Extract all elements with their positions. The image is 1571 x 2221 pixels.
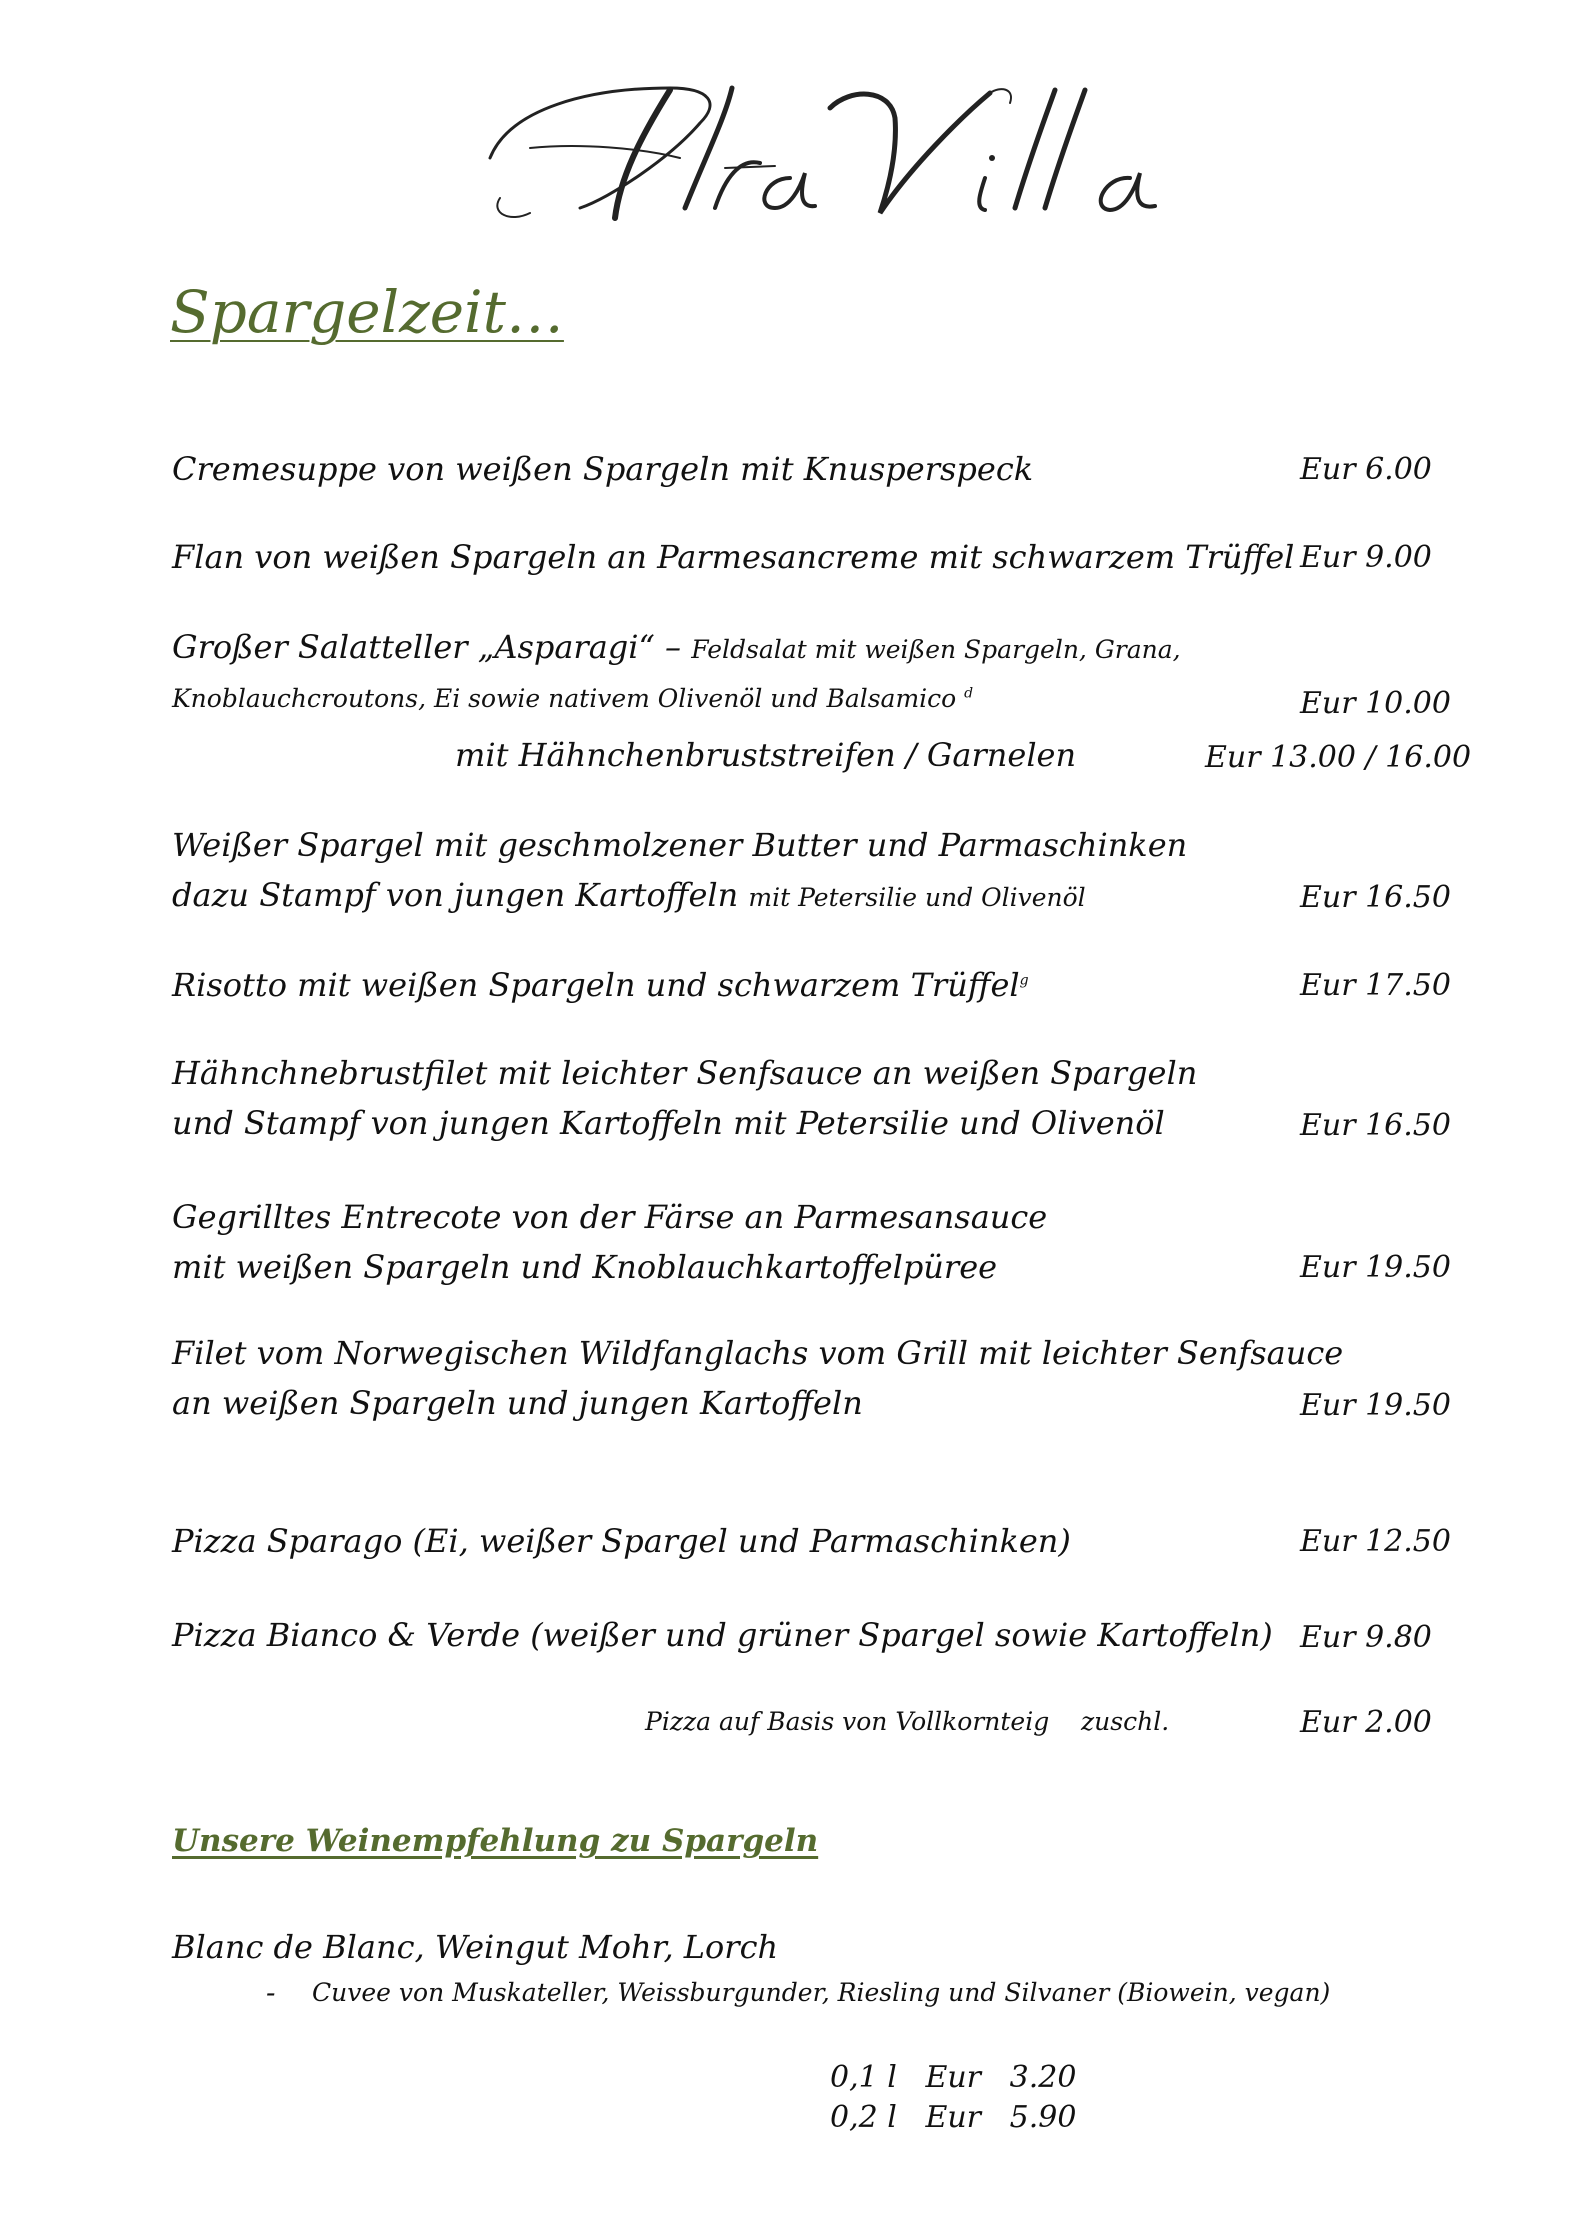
wine-price-1: Eur 3.20 xyxy=(925,2060,1077,2095)
menu-item-entrecote-line2: mit weißen Spargeln und Knoblauchkartoffelpüree xyxy=(172,1248,998,1286)
allergen-note-g: g xyxy=(1019,972,1029,989)
menu-item-weisser-spargel-line2 xyxy=(172,876,1086,914)
wine-desc-bullet: - xyxy=(266,1976,276,2009)
menu-item-salatteller-price: Eur 10.00 xyxy=(1300,686,1451,721)
menu-item-risotto-price: Eur 17.50 xyxy=(1300,968,1451,1003)
menu-item-pizza-sparago: Pizza Sparago (Ei, weißer Spargel und Parmaschinken) xyxy=(172,1522,1071,1560)
surcharge-price: Eur 2.00 xyxy=(1300,1705,1432,1740)
wine-section-title: Unsere Weinempfehlung zu Spargeln xyxy=(172,1823,819,1859)
section-title: Spargelzeit… xyxy=(170,278,564,346)
menu-item-haehnchen-line2: und Stampf von jungen Kartoffeln mit Petersilie und Olivenöl xyxy=(172,1104,1165,1142)
menu-item-cremesuppe: Cremesuppe von weißen Spargeln mit Knusperspeck xyxy=(172,450,1034,488)
menu-item-haehnchen-price: Eur 16.50 xyxy=(1300,1108,1451,1143)
menu-item-salatteller-line1 xyxy=(172,628,1181,666)
menu-item-flan-price: Eur 9.00 xyxy=(1300,540,1432,575)
weisser-spargel-desc: dazu Stampf von jungen Kartoffeln xyxy=(172,876,749,914)
menu-item-pizza-sparago-price: Eur 12.50 xyxy=(1300,1524,1451,1559)
wine-description: Cuvee von Muskateller, Weissburgunder, Riesling und Silvaner (Biowein, vegan) xyxy=(312,1978,1331,2007)
menu-item-salatteller-extra-price: Eur 13.00 / 16.00 xyxy=(1205,740,1472,775)
menu-item-salatteller-line2 xyxy=(172,684,973,713)
menu-item-entrecote-price: Eur 19.50 xyxy=(1300,1250,1451,1285)
menu-item-pizza-bianco-verde-price: Eur 9.80 xyxy=(1300,1620,1432,1655)
salatteller-title: Großer Salatteller „Asparagi“ – xyxy=(172,628,692,666)
wine-price-row-2 xyxy=(830,2100,1076,2135)
menu-item-cremesuppe-price: Eur 6.00 xyxy=(1300,452,1432,487)
menu-item-pizza-bianco-verde: Pizza Bianco & Verde (weißer und grüner Spargel sowie Kartoffeln) xyxy=(172,1616,1273,1654)
menu-item-lachs-price: Eur 19.50 xyxy=(1300,1388,1451,1423)
wine-name: Blanc de Blanc, Weingut Mohr, Lorch xyxy=(172,1928,779,1966)
wine-size-1: 0,1 l xyxy=(830,2060,897,2095)
menu-item-entrecote-line1: Gegrilltes Entrecote von der Färse an Parmesansauce xyxy=(172,1198,1048,1236)
wine-price-2: Eur 5.90 xyxy=(925,2100,1077,2135)
menu-item-weisser-spargel-line1: Weißer Spargel mit geschmolzener Butter und Parmaschinken xyxy=(172,826,1188,864)
salatteller-desc: Feldsalat mit weißen Spargeln, Grana, xyxy=(691,635,1181,664)
surcharge-note: Pizza auf Basis von Vollkornteig zuschl. xyxy=(645,1707,1170,1736)
menu-item-risotto xyxy=(172,966,1029,1004)
menu-item-flan: Flan von weißen Spargeln an Parmesancreme mit schwarzem Trüffel xyxy=(172,538,1295,576)
wine-price-row-1 xyxy=(830,2060,1076,2095)
menu-item-lachs-line1: Filet vom Norwegischen Wildfanglachs vom Grill mit leichter Senfsauce xyxy=(172,1334,1344,1372)
menu-item-haehnchen-line1: Hähnchnebrustfilet mit leichter Senfsauce an weißen Spargeln xyxy=(172,1054,1198,1092)
weisser-spargel-desc-small: mit Petersilie und Olivenöl xyxy=(748,883,1086,912)
menu-item-salatteller-extra: mit Hähnchenbruststreifen / Garnelen xyxy=(455,736,1077,774)
allergen-note-d: d xyxy=(964,685,974,702)
risotto-text: Risotto mit weißen Spargeln und schwarzem Trüffel xyxy=(172,966,1020,1004)
menu-item-weisser-spargel-price: Eur 16.50 xyxy=(1300,880,1451,915)
menu-item-lachs-line2: an weißen Spargeln und jungen Kartoffeln xyxy=(172,1384,863,1422)
wine-size-2: 0,2 l xyxy=(830,2100,897,2135)
salatteller-desc-2: Knoblauchcroutons, Ei sowie nativem Olivenöl und Balsamico xyxy=(172,684,957,713)
alta-villa-logo xyxy=(470,48,1170,238)
